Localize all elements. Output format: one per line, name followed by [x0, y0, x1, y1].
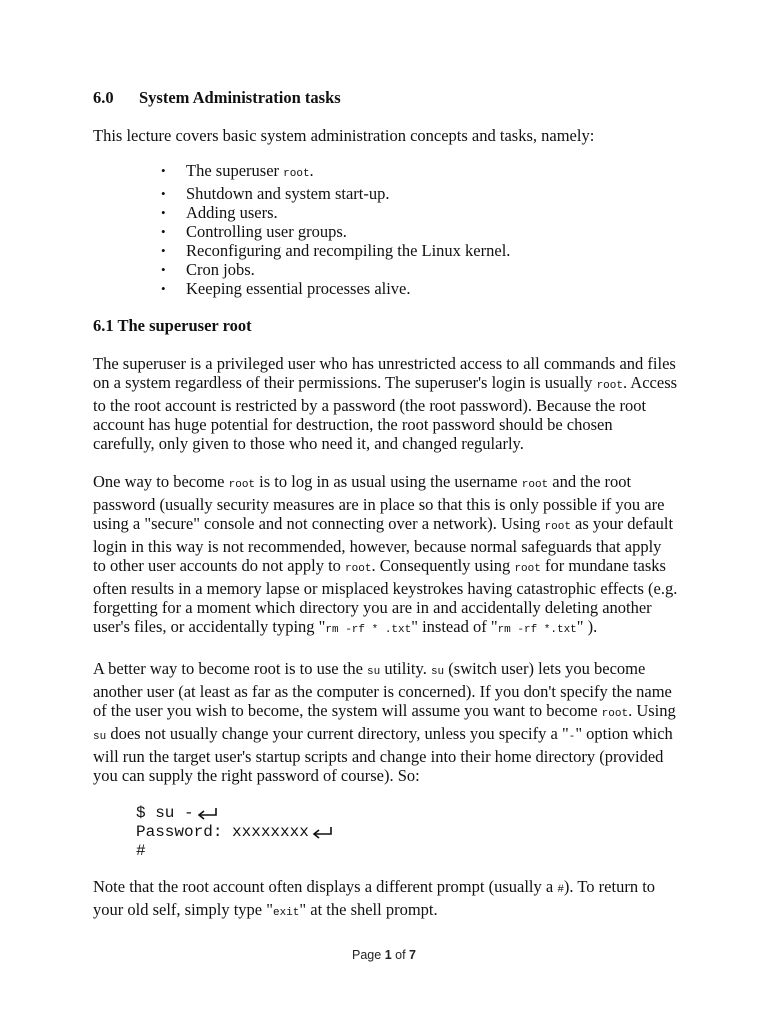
bullet-icon: •	[161, 163, 166, 178]
bullet-icon: •	[161, 243, 166, 258]
section-title: System Administration tasks	[139, 88, 341, 107]
list-item: • The superuser root.	[161, 161, 314, 180]
list-item: • Adding users.	[161, 203, 278, 222]
enter-arrow-icon	[196, 807, 218, 821]
list-item: • Reconfiguring and recompiling the Linux kernel.	[161, 241, 511, 260]
paragraph-login-root: One way to become root is to log in as usual using the username root and the root password (usually security measures are in place so that this is only possible if you are using a "secure" console and not connecting over a network). Using root as your default login in this way is not recommended, however, because normal safeguards that apply to other user accounts do not apply to root. Consequently using root for mundane tasks often results in a memory lapse or misplaced keystrokes having catastrophic effects (e.g. forgetting for a moment which directory you are in and accidentally deleting another user's files, or accidentally typing "rm -rf * .txt" instead of "rm -rf *.txt" ).	[93, 472, 678, 636]
subsection-heading: 6.1 The superuser root	[93, 316, 252, 335]
bullet-icon: •	[161, 224, 166, 239]
bullet-icon: •	[161, 186, 166, 201]
paragraph-superuser: The superuser is a privileged user who has unrestricted access to all commands and files on a system regardless of their permissions. The superuser's login is usually root. Access to the root account is restricted by a password (the root password). Because the root account has huge potential for destruction, the root password should be chosen carefully, only given to those who need it, and changed regularly.	[93, 354, 678, 453]
current-page-number: 1	[384, 948, 392, 962]
page-content	[93, 88, 678, 923]
shell-example	[136, 804, 678, 861]
page-footer: Page 1 of 7	[352, 948, 416, 962]
bullet-icon: •	[161, 281, 166, 296]
shell-line: Password: xxxxxxxx	[136, 823, 678, 842]
list-item: • Controlling user groups.	[161, 222, 347, 241]
section-number: 6.0	[93, 88, 114, 107]
enter-arrow-icon	[311, 826, 333, 840]
bullet-icon: •	[161, 205, 166, 220]
shell-line: #	[136, 842, 146, 860]
shell-line: $ su -	[136, 804, 678, 823]
list-item: • Shutdown and system start-up.	[161, 184, 390, 203]
paragraph-su-utility: A better way to become root is to use the su utility. su (switch user) lets you become another user (at least as far as the computer is concerned). If you don't specify the name of the user you wish to become, the system will assume you want to become root. Using su does not usually change your current directory, unless you specify a "-" option which will run the target user's startup scripts and change into their home directory (provided you can supply the right password of course). So:	[93, 659, 676, 785]
intro-paragraph: This lecture covers basic system administration concepts and tasks, namely:	[93, 126, 595, 145]
topic-list	[93, 161, 678, 298]
list-item: • Keeping essential processes alive.	[161, 279, 411, 298]
section-heading	[93, 88, 678, 108]
bullet-icon: •	[161, 262, 166, 277]
total-page-count: 7	[409, 948, 416, 962]
list-item: • Cron jobs.	[161, 260, 255, 279]
paragraph-root-prompt: Note that the root account often displays a different prompt (usually a #). To return to your old self, simply type "exit" at the shell prompt.	[93, 877, 656, 919]
